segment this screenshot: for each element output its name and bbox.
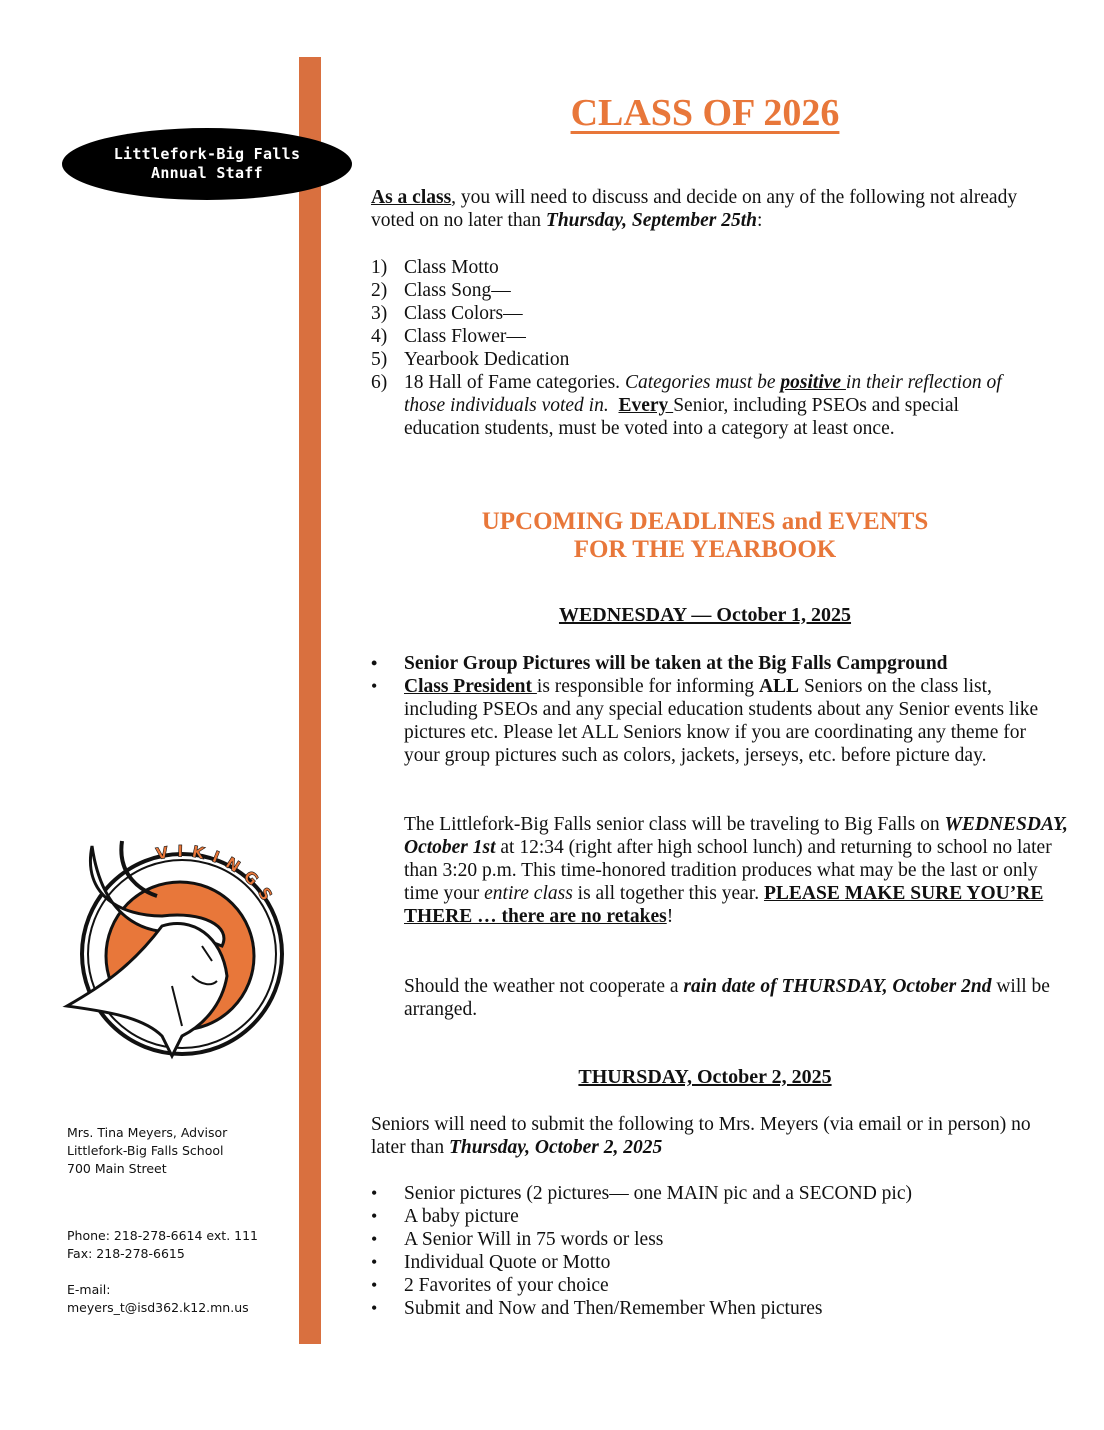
staff-badge	[62, 128, 352, 200]
staff-badge-line1: Littlefork-Big Falls	[113, 145, 301, 163]
logo-text: VIKINGS	[154, 841, 281, 911]
rain-date-paragraph: Should the weather not cooperate a rain date of THURSDAY, October 2nd will be arranged.	[404, 976, 1050, 1020]
page-title: CLASS OF 2026	[570, 92, 840, 134]
advisor-address	[67, 1124, 227, 1178]
list-item: 1) Class Motto	[371, 257, 499, 278]
list-item: 3) Class Colors—	[371, 303, 523, 324]
school-name: Littlefork-Big Falls School	[67, 1143, 224, 1158]
wednesday-heading: WEDNESDAY — October 1, 2025	[558, 604, 852, 626]
list-item: • Senior Group Pictures will be taken at the Big Falls Campground	[371, 652, 1039, 675]
section-heading: UPCOMING DEADLINES and EVENTS FOR THE YEARBOOK	[481, 508, 929, 563]
email-label: E-mail:	[67, 1282, 111, 1297]
wednesday-bullets	[371, 652, 1039, 767]
list-item: • 2 Favorites of your choice	[371, 1274, 1039, 1297]
staff-badge-line2: Annual Staff	[151, 164, 263, 182]
street-address: 700 Main Street	[67, 1161, 167, 1176]
list-item: • A baby picture	[371, 1205, 1039, 1228]
intro-paragraph: As a class, you will need to discuss and decide on any of the following not already voted on no later than Thursday, September 25th:	[371, 187, 1018, 231]
thursday-heading: THURSDAY, October 2, 2025	[578, 1066, 832, 1088]
accent-bar	[299, 57, 321, 1344]
list-item: 6) 18 Hall of Fame categories. Categories must be positive in their reflection of those individuals voted in. Every Senior, including PSEOs and special education students, must be voted into a category at least once.	[371, 372, 1002, 439]
list-item: • Individual Quote or Motto	[371, 1251, 1039, 1274]
vikings-logo	[62, 836, 284, 1064]
advisor-name: Mrs. Tina Meyers, Advisor	[67, 1125, 228, 1140]
list-item: • Class President is responsible for informing ALL Seniors on the class list, including PSEOs and any special education students about any Senior events like pictures etc. Please let ALL Seniors know if you are coordinating any theme for your group pictures such as colors, jackets, jerseys, etc. before picture day.	[371, 675, 1039, 767]
advisor-email-block	[67, 1281, 249, 1317]
list-item: 2) Class Song—	[371, 280, 511, 301]
thursday-intro: Seniors will need to submit the following to Mrs. Meyers (via email or in person) no later than Thursday, October 2, 2025	[371, 1114, 1031, 1158]
decision-list	[371, 256, 1039, 440]
advisor-phone-fax	[67, 1227, 258, 1263]
list-item: • A Senior Will in 75 words or less	[371, 1228, 1039, 1251]
fax: Fax: 218-278-6615	[67, 1246, 185, 1261]
list-item: 4) Class Flower—	[371, 326, 526, 347]
submission-list	[371, 1182, 1039, 1320]
list-item: 5) Yearbook Dedication	[371, 349, 570, 370]
viking-face-icon	[67, 923, 227, 1056]
list-item: • Senior pictures (2 pictures— one MAIN pic and a SECOND pic)	[371, 1182, 1039, 1205]
vote-deadline: Thursday, September 25th	[545, 210, 758, 231]
phone: Phone: 218-278-6614 ext. 111	[67, 1228, 259, 1243]
trip-paragraph: The Littlefork-Big Falls senior class will be traveling to Big Falls on WEDNESDAY, October 1st at 12:34 (right after high school lunch) and returning to school no later than 3:20 p.m. This time-honored tradition produces what may be the last or only time your entire class is all together this year. PLEASE MAKE SURE YOU’RE THERE … there are no retakes!	[404, 814, 1068, 927]
email-link[interactable]: meyers_t@isd362.k12.mn.us	[67, 1300, 249, 1315]
list-item: • Submit and Now and Then/Remember When pictures	[371, 1297, 1039, 1320]
